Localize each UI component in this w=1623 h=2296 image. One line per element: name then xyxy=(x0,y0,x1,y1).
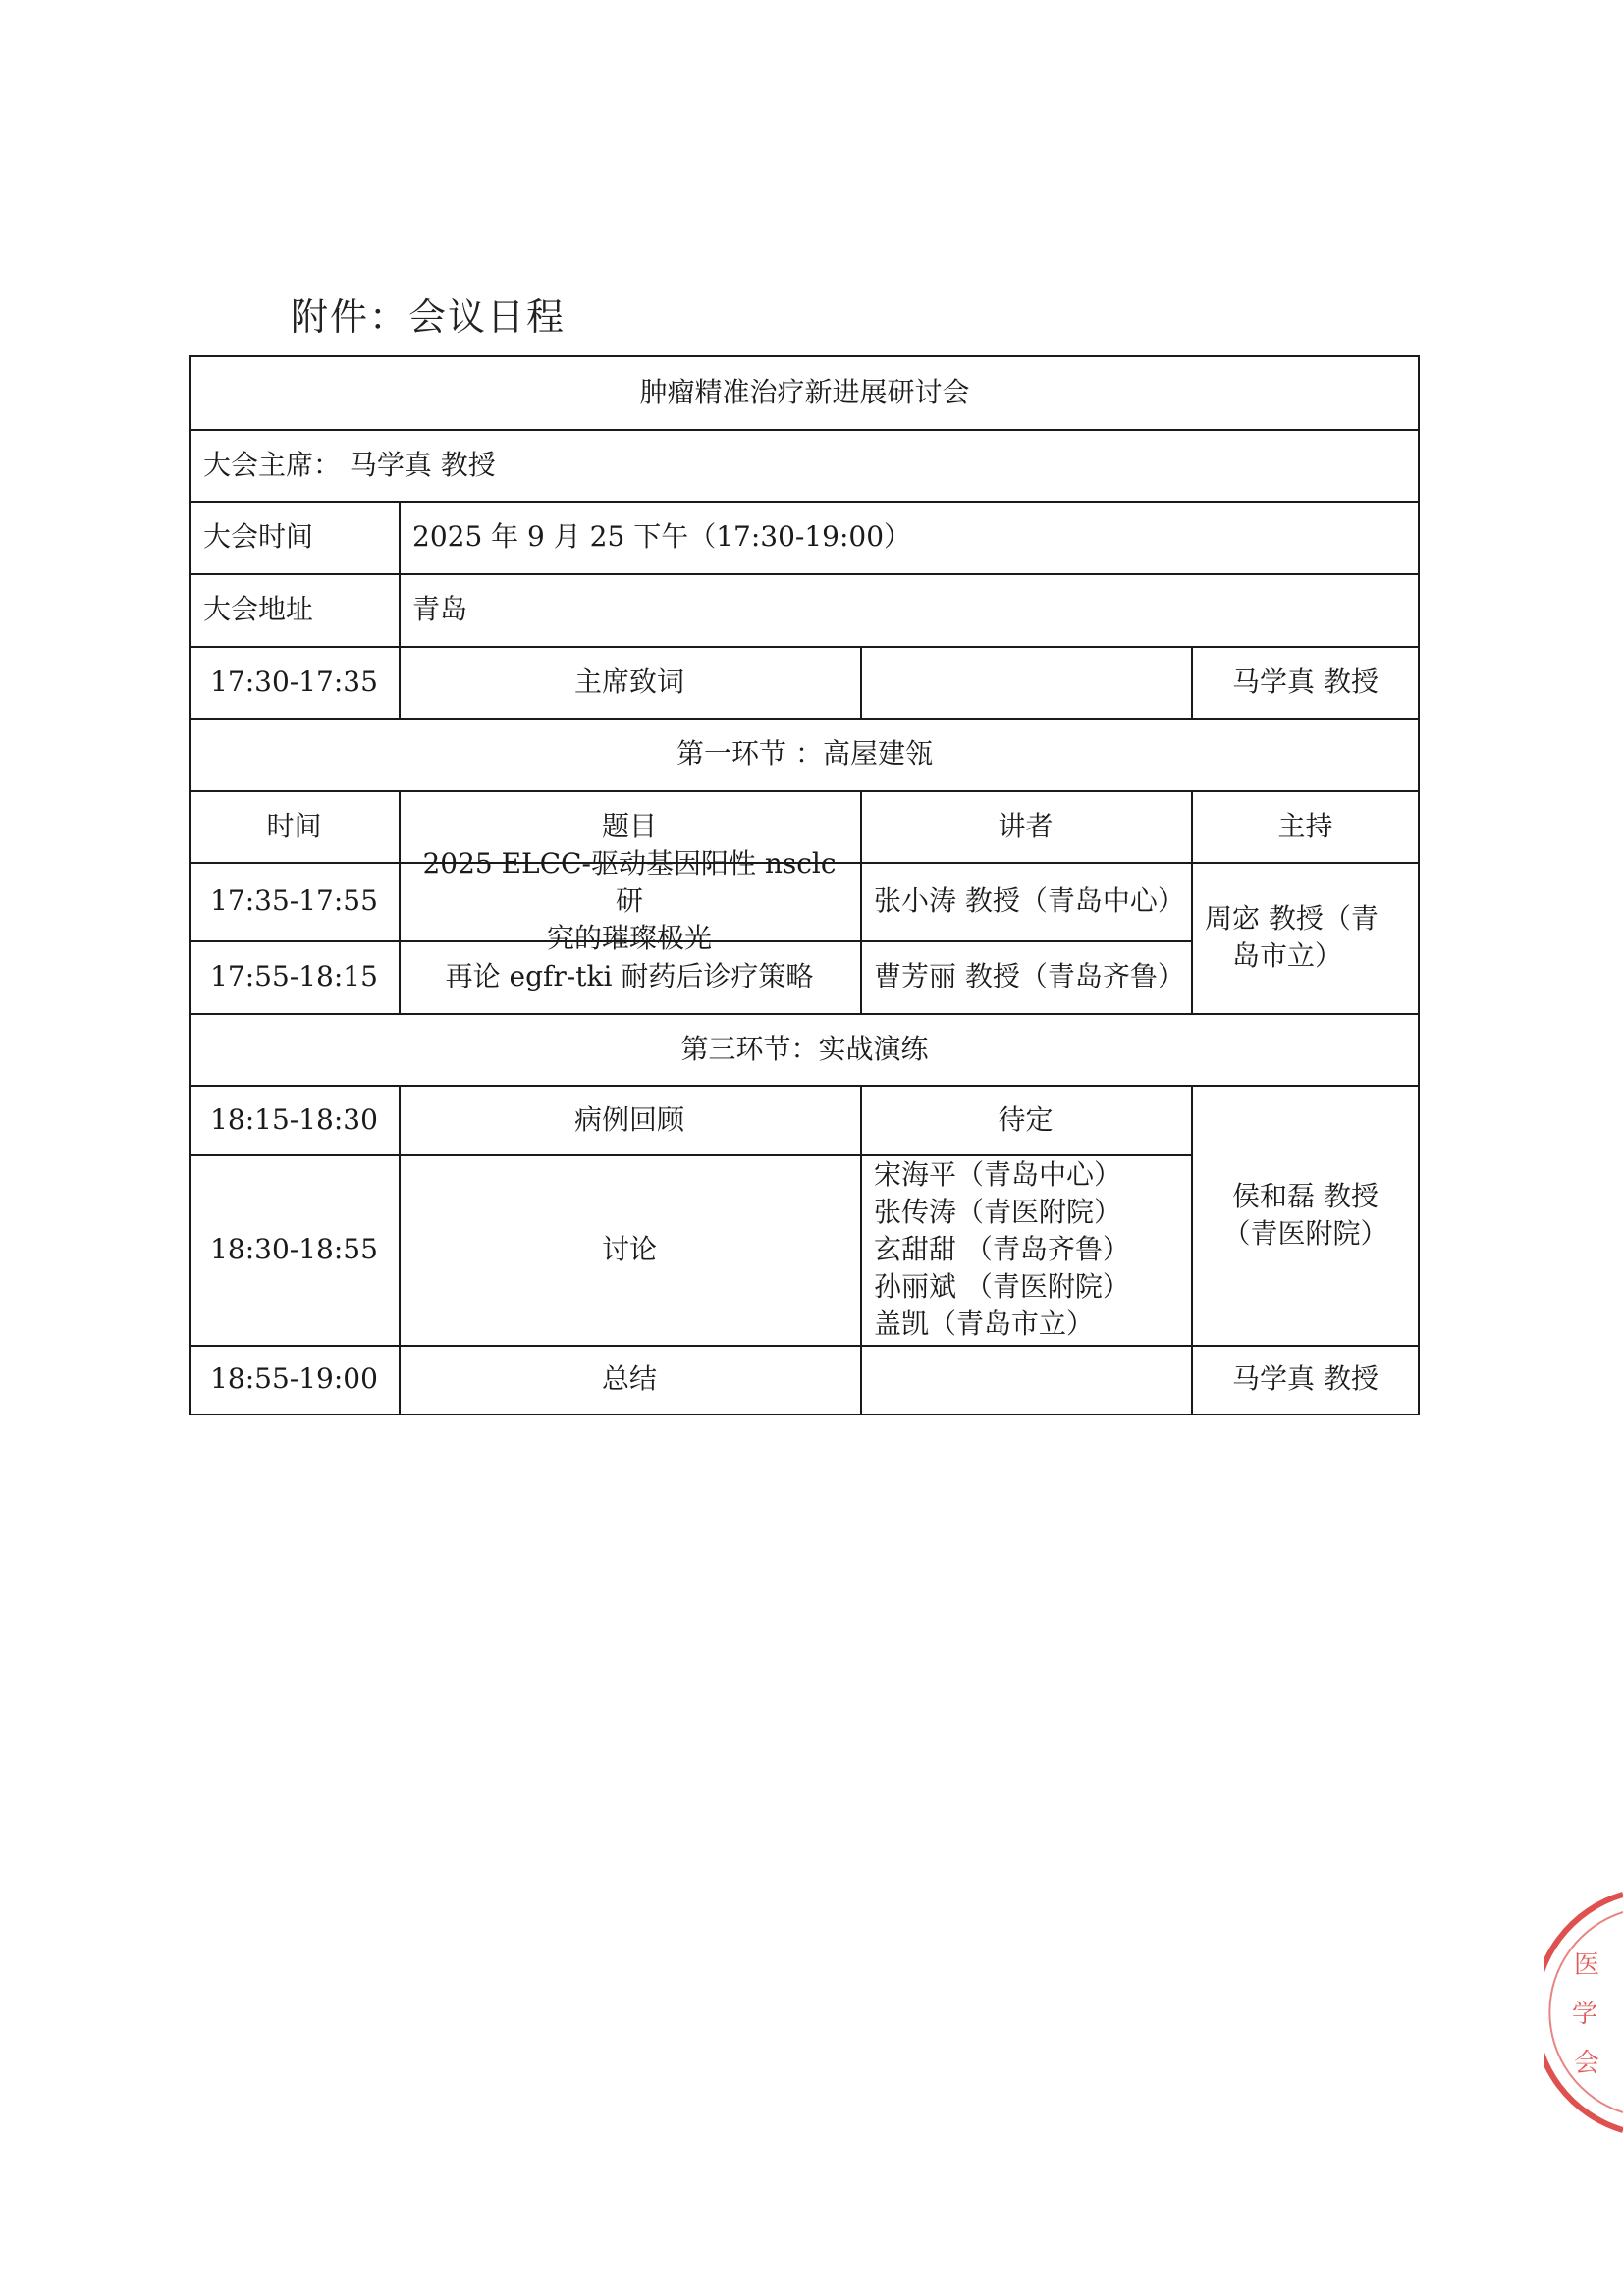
opening-speaker xyxy=(860,646,1191,718)
agenda-table xyxy=(189,355,1420,1415)
section3-host-line1: 侯和磊 教授 xyxy=(1232,1179,1379,1212)
opening-host: 马学真 教授 xyxy=(1232,665,1379,698)
section1-host-line1: 周宓 教授（青 xyxy=(1205,902,1379,934)
section1-host xyxy=(1191,862,1420,1013)
section3-title: 第三环节：实战演练 xyxy=(680,1032,929,1065)
time-value: 2025 年 9 月 25 下午（17:30-19:00） xyxy=(412,520,912,553)
page-heading: 附件：会议日程 xyxy=(291,295,567,339)
time-label: 大会时间 xyxy=(203,520,314,553)
svg-text:医: 医 xyxy=(1574,1950,1600,1980)
table-title: 肿瘤精准治疗新进展研讨会 xyxy=(639,375,970,408)
discussion-time: 18:30-18:55 xyxy=(210,1233,378,1265)
closing-host: 马学真 教授 xyxy=(1232,1362,1379,1395)
discussion-topic: 讨论 xyxy=(601,1233,657,1265)
table-border-bottom xyxy=(189,1414,1420,1415)
discussion-speakers xyxy=(860,1154,1191,1345)
header-topic: 题目 xyxy=(601,809,657,842)
discussion-speaker: 盖凯（青岛市立） xyxy=(874,1308,1095,1340)
discussion-speaker: 玄甜甜 （青岛齐鲁） xyxy=(874,1233,1130,1265)
closing-topic: 总结 xyxy=(601,1362,657,1395)
section3-host xyxy=(1191,1085,1420,1345)
case-topic: 病例回顾 xyxy=(573,1102,684,1136)
section1-host-line2: 岛市立） xyxy=(1232,939,1343,972)
talk2-time: 17:55-18:15 xyxy=(210,960,378,992)
discussion-speaker: 宋海平（青岛中心） xyxy=(874,1158,1122,1191)
header-host: 主持 xyxy=(1277,809,1333,842)
place-value: 青岛 xyxy=(412,593,468,625)
talk1-time: 17:35-17:55 xyxy=(210,884,378,917)
discussion-speaker: 张传涛（青医附院） xyxy=(874,1196,1122,1228)
discussion-speaker: 孙丽斌 （青医附院） xyxy=(874,1270,1130,1303)
opening-time: 17:30-17:35 xyxy=(210,665,378,698)
closing-time: 18:55-19:00 xyxy=(210,1362,378,1395)
talk1-topic-line1: 2025 ELCC-驱动基因阳性 nsclc 研 xyxy=(422,847,837,917)
case-speaker: 待定 xyxy=(998,1102,1054,1136)
red-seal-stamp xyxy=(1544,1885,1623,2140)
closing-speaker xyxy=(860,1345,1191,1414)
svg-text:会: 会 xyxy=(1574,2049,1600,2078)
talk1-topic-line2: 究的璀璨极光 xyxy=(546,922,712,954)
place-label: 大会地址 xyxy=(203,593,314,625)
talk2-topic: 再论 egfr-tki 耐药后诊疗策略 xyxy=(445,960,814,992)
svg-text:学: 学 xyxy=(1572,2000,1598,2029)
section3-host-line2: （青医附院） xyxy=(1222,1216,1388,1250)
chair-row: 大会主席： 马学真 教授 xyxy=(203,448,496,481)
talk1-topic xyxy=(399,847,860,954)
section1-title: 第一环节 ：高屋建瓴 xyxy=(676,737,933,770)
header-time: 时间 xyxy=(266,809,322,842)
opening-topic: 主席致词 xyxy=(573,665,684,698)
talk2-speaker: 曹芳丽 教授（青岛齐鲁） xyxy=(874,960,1185,992)
case-time: 18:15-18:30 xyxy=(210,1102,378,1136)
header-speaker: 讲者 xyxy=(998,809,1054,842)
talk1-speaker: 张小涛 教授（青岛中心） xyxy=(874,884,1185,917)
